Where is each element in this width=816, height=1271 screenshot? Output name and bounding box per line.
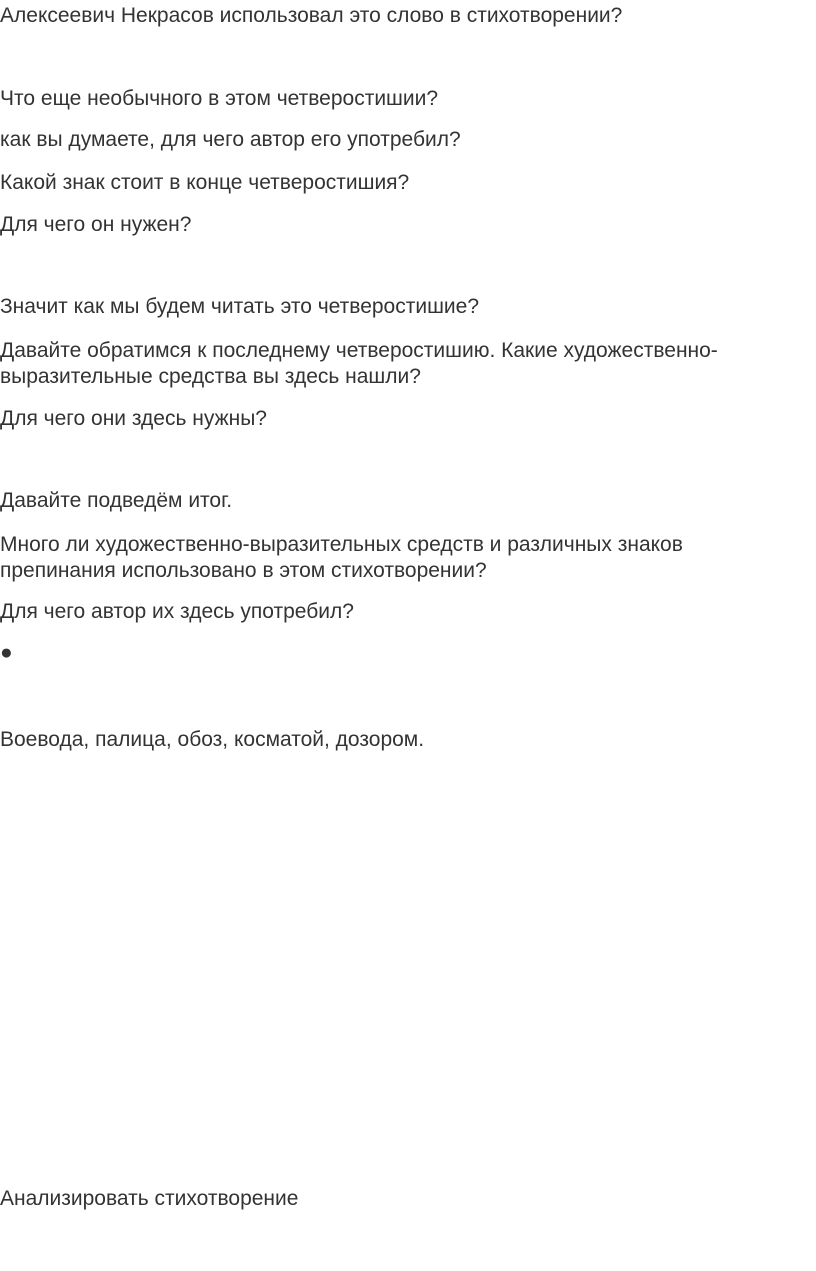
text-line: Анализировать стихотворение: [0, 1187, 299, 1210]
text-line: Для чего он нужен?: [0, 213, 192, 236]
text-line: Значит как мы будем читать это четверостишие?: [0, 295, 480, 318]
text-line: Что еще необычного в этом четверостишии?: [0, 87, 439, 110]
text-line: как вы думаете, для чего автор его употребил?: [0, 128, 461, 151]
text-line: Много ли художественно-выразительных средств и различных знаков препинания использовано в этом стихотворении?: [0, 533, 683, 582]
text-line: Давайте подведём итог.: [0, 489, 233, 512]
bullet-icon: ●: [0, 641, 13, 664]
text-line: Для чего автор их здесь употребил?: [0, 600, 354, 623]
text-line: Давайте обратимся к последнему четверостишию. Какие художественно-выразительные средства вы здесь нашли?: [0, 339, 718, 388]
text-line: Алексеевич Некрасов использовал это слово в стихотворении?: [0, 4, 623, 27]
text-line: Для чего они здесь нужны?: [0, 407, 267, 430]
text-line: Какой знак стоит в конце четверостишия?: [0, 171, 410, 194]
text-line: Воевода, палица, обоз, косматой, дозором.: [0, 728, 425, 751]
